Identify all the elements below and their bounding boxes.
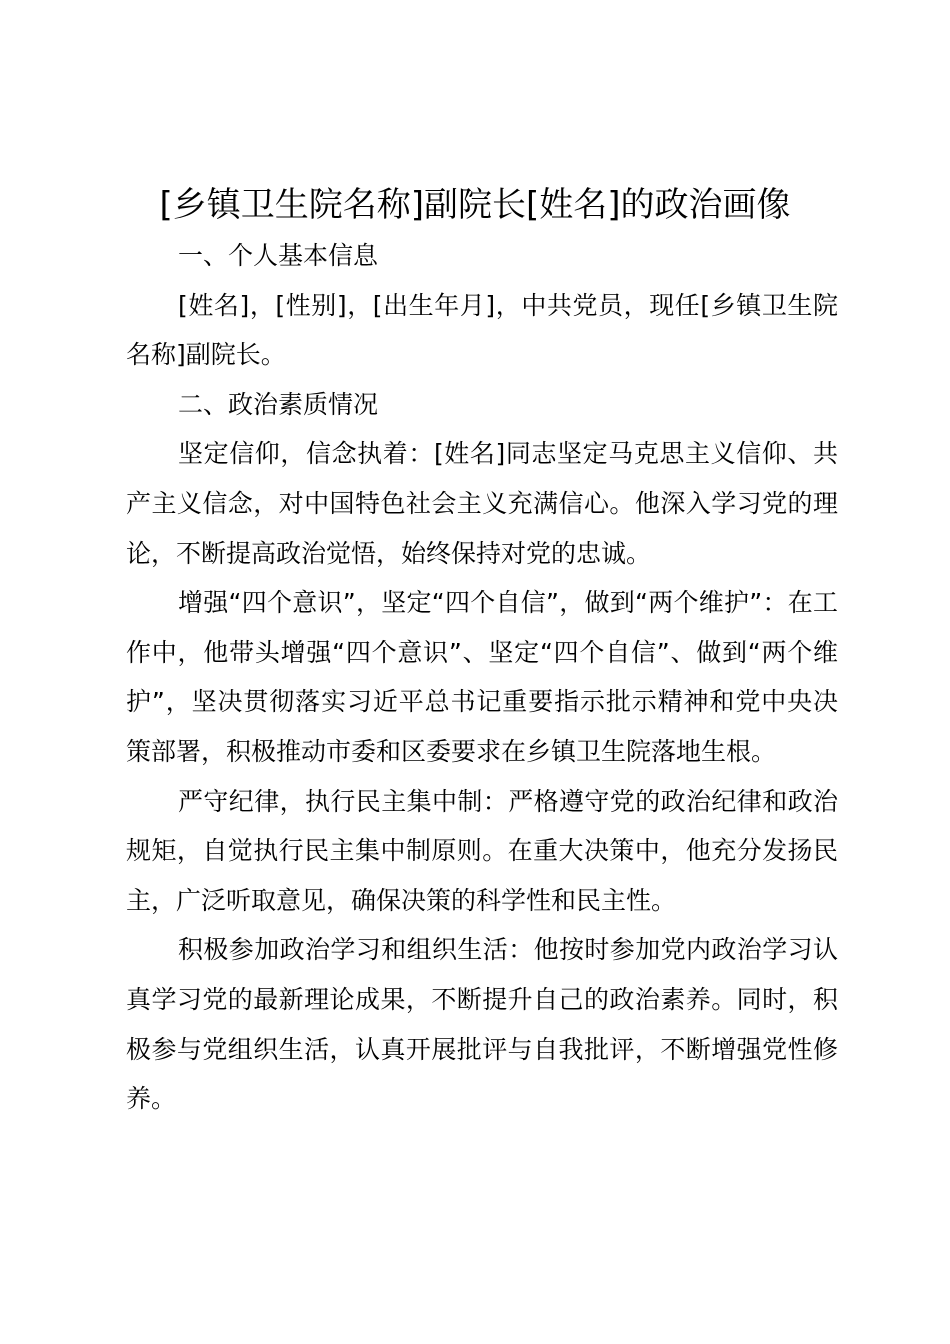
document-body: [126, 231, 838, 1124]
paragraph-political-study: 积极参加政治学习和组织生活：他按时参加党内政治学习认真学习党的最新理论成果，不断提升自己的政治素养。同时，积极参与党组织生活，认真开展批评与自我批评，不断增强党性修养。: [126, 935, 838, 1114]
paragraph-discipline: 严守纪律，执行民主集中制：严格遵守党的政治纪律和政治规矩，自觉执行民主集中制原则。在重大决策中，他充分发扬民主，广泛听取意见，确保决策的科学性和民主性。: [126, 786, 838, 915]
document-title: [乡镇卫生院名称]副院长[姓名]的政治画像: [159, 185, 791, 225]
section-heading-political-quality: 二、政治素质情况: [178, 389, 379, 419]
section-heading-basic-info: 一、个人基本信息: [178, 241, 379, 270]
paragraph-four-consciousness: 增强“四个意识”，坚定“四个自信”，做到“两个维护”：在工作中，他带头增强“四个意识”、坚定“四个自信”、做到“两个维护”，坚决贯彻落实习近平总书记重要指示批示精神和党中央决策部署，积极推动市委和区委要求在乡镇卫生院落地生根。: [126, 588, 838, 766]
paragraph-firm-belief: 坚定信仰，信念执着：[姓名]同志坚定马克思主义信仰、共产主义信念，对中国特色社会主义充满信心。他深入学习党的理论，不断提高政治觉悟，始终保持对党的忠诚。: [126, 439, 838, 568]
basic-info-paragraph: [姓名]，[性别]，[出生年月]，中共党员，现任[乡镇卫生院名称]副院长。: [126, 290, 838, 370]
